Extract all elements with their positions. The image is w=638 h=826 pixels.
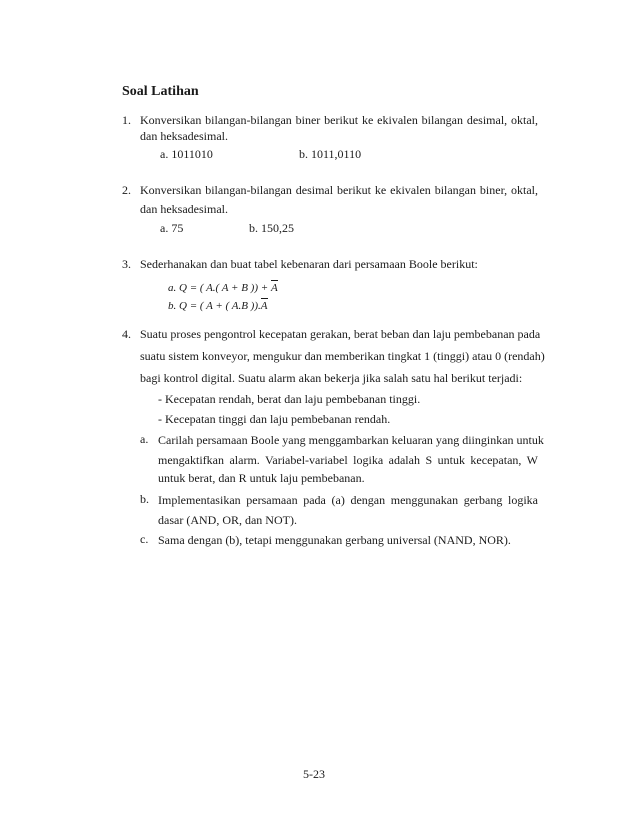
- q4-line-1: Suatu proses pengontrol kecepatan gerakan, berat beban dan laju pembebanan pada: [140, 327, 541, 341]
- q4-sub-a-line-3: untuk berat, dan R untuk laju pembebanan.: [158, 471, 365, 485]
- q3-equation-a: [168, 280, 278, 294]
- q4-sub-c-label: c.: [140, 532, 149, 546]
- q3-equation-a-label: a.: [168, 282, 177, 294]
- section-title: Soal Latihan: [122, 84, 199, 99]
- q4-sub-a-line-1: Carilah persamaan Boole yang menggambarkan keluaran yang diinginkan untuk: [158, 433, 544, 447]
- q3-equation-a-overbar: A: [270, 282, 278, 294]
- q4-bullet-2: - Kecepatan tinggi dan laju pembebanan rendah.: [158, 412, 391, 426]
- q1-line-1: Konversikan bilangan-bilangan biner berikut ke ekivalen bilangan desimal, oktal,: [140, 113, 538, 127]
- q3-number: 3.: [122, 257, 131, 271]
- q3-equation-b-body: Q = ( A + ( A.B )).: [179, 300, 261, 312]
- q4-sub-b-line-2: dasar (AND, OR, dan NOT).: [158, 513, 297, 527]
- q4-sub-b-label: b.: [140, 492, 149, 506]
- q4-sub-a-label: a.: [140, 432, 149, 446]
- q3-equation-b-label: b.: [168, 300, 177, 312]
- q3-equation-a-body: Q = ( A.( A + B )) +: [179, 282, 269, 294]
- q2-option-a: a. 75: [160, 221, 184, 235]
- q3-line: Sederhanakan dan buat tabel kebenaran dari persamaan Boole berikut:: [140, 257, 478, 271]
- q4-sub-b-line-1: Implementasikan persamaan pada (a) dengan menggunakan gerbang logika: [158, 493, 538, 507]
- q4-line-2: suatu sistem konveyor, mengukur dan memberikan tingkat 1 (tinggi) atau 0 (rendah): [140, 349, 545, 363]
- page-number: 5-23: [303, 767, 325, 781]
- q2-line-2: dan heksadesimal.: [140, 202, 228, 216]
- q2-number: 2.: [122, 183, 131, 197]
- q2-option-b: b. 150,25: [249, 221, 294, 235]
- q4-number: 4.: [122, 327, 131, 341]
- q3-equation-b: [168, 298, 268, 312]
- q3-equation-b-overbar: A: [260, 300, 268, 312]
- q4-line-3: bagi kontrol digital. Suatu alarm akan bekerja jika salah satu hal berikut terjadi:: [140, 371, 523, 385]
- q4-sub-a-line-2: mengaktifkan alarm. Variabel-variabel logika adalah S untuk kecepatan, W: [158, 453, 538, 467]
- q1-line-2: dan heksadesimal.: [140, 129, 228, 143]
- q1-option-b: b. 1011,0110: [299, 147, 362, 161]
- q1-option-a: a. 1011010: [160, 147, 213, 161]
- q4-sub-c-line-1: Sama dengan (b), tetapi menggunakan gerbang universal (NAND, NOR).: [158, 533, 511, 547]
- q4-bullet-1: - Kecepatan rendah, berat dan laju pembebanan tinggi.: [158, 392, 421, 406]
- q2-line-1: Konversikan bilangan-bilangan desimal berikut ke ekivalen bilangan biner, oktal,: [140, 183, 538, 197]
- q1-number: 1.: [122, 113, 131, 127]
